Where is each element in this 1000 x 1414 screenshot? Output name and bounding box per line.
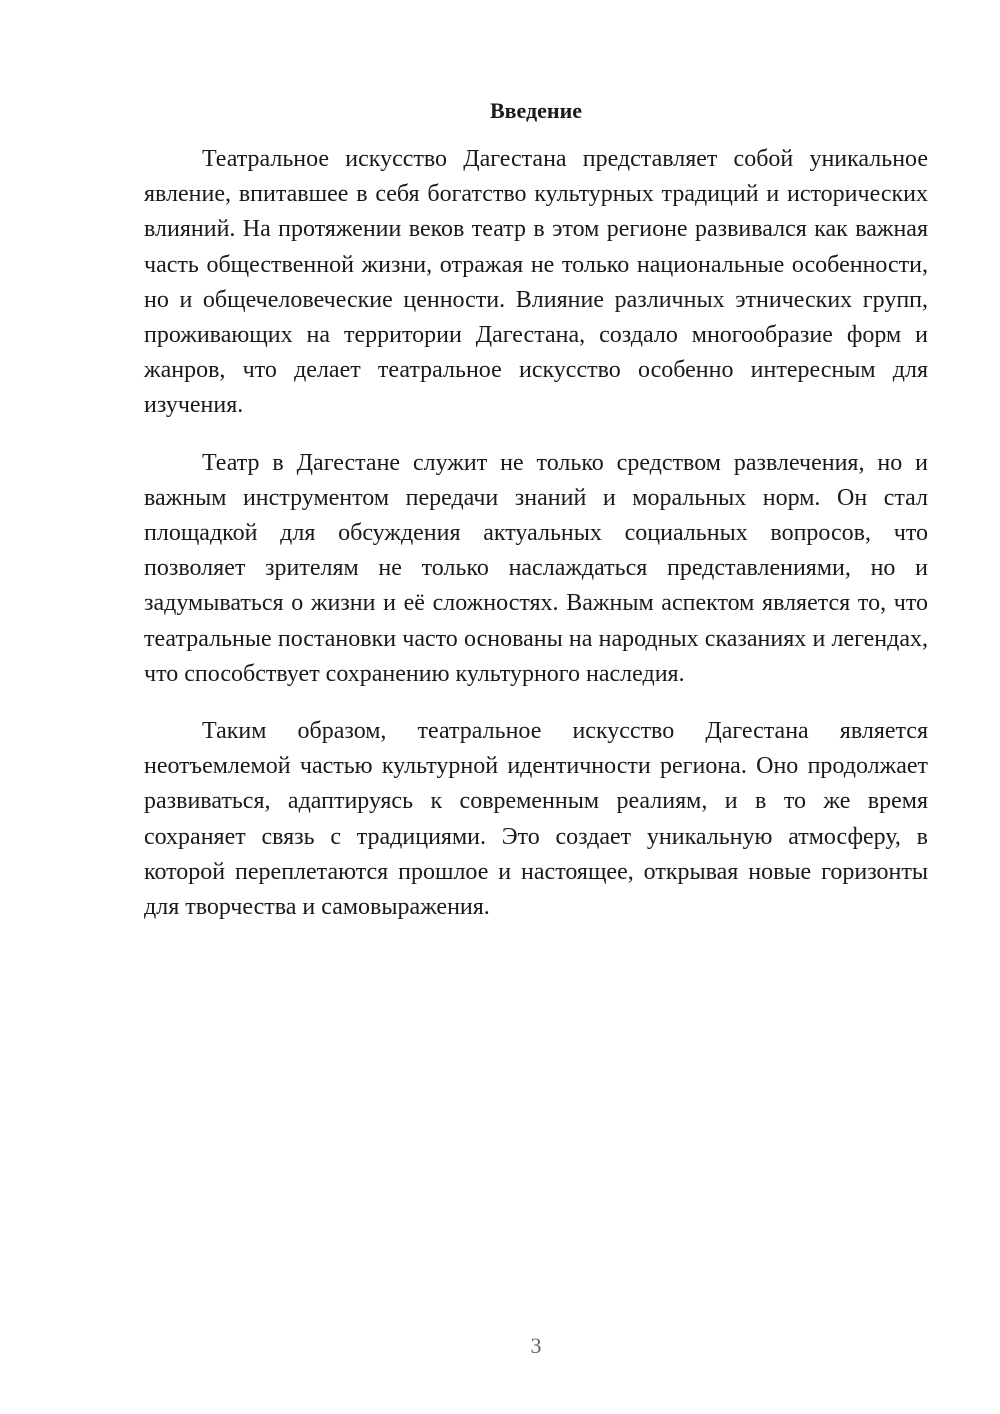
section-heading: Введение <box>489 98 583 123</box>
document-body <box>144 142 928 947</box>
paragraph-2: Театр в Дагестане служит не только средством развлечения, но и важным инструментом передачи знаний и моральных норм. Он стал площадкой для обсуждения актуальных социальных вопросов, что позволяет зрителям не только наслаждаться представлениями, но и задумываться о жизни и её сложностях. Важным аспектом является то, что театральные постановки часто основаны на народных сказаниях и легендах, что способствует сохранению культурного наследия. <box>144 449 928 687</box>
paragraph-3: Таким образом, театральное искусство Дагестана является неотъемлемой частью культурной идентичности региона. Оно продолжает развиваться, адаптируясь к современным реалиям, и в то же время сохраняет связь с традициями. Это создает уникальную атмосферу, в которой переплетаются прошлое и настоящее, открывая новые горизонты для творчества и самовыражения. <box>144 718 928 921</box>
page-number: 3 <box>530 1333 542 1358</box>
paragraph-1: Театральное искусство Дагестана представляет собой уникальное явление, впитавшее в себя богатство культурных традиций и исторических влияний. На протяжении веков театр в этом регионе развивался как важная часть общественной жизни, отражая не только национальные особенности, но и общечеловеческие ценности. Влияние различных этнических групп, проживающих на территории Дагестана, создало многообразие форм и жанров, что делает театральное искусство особенно интересным для изучения. <box>144 146 928 419</box>
